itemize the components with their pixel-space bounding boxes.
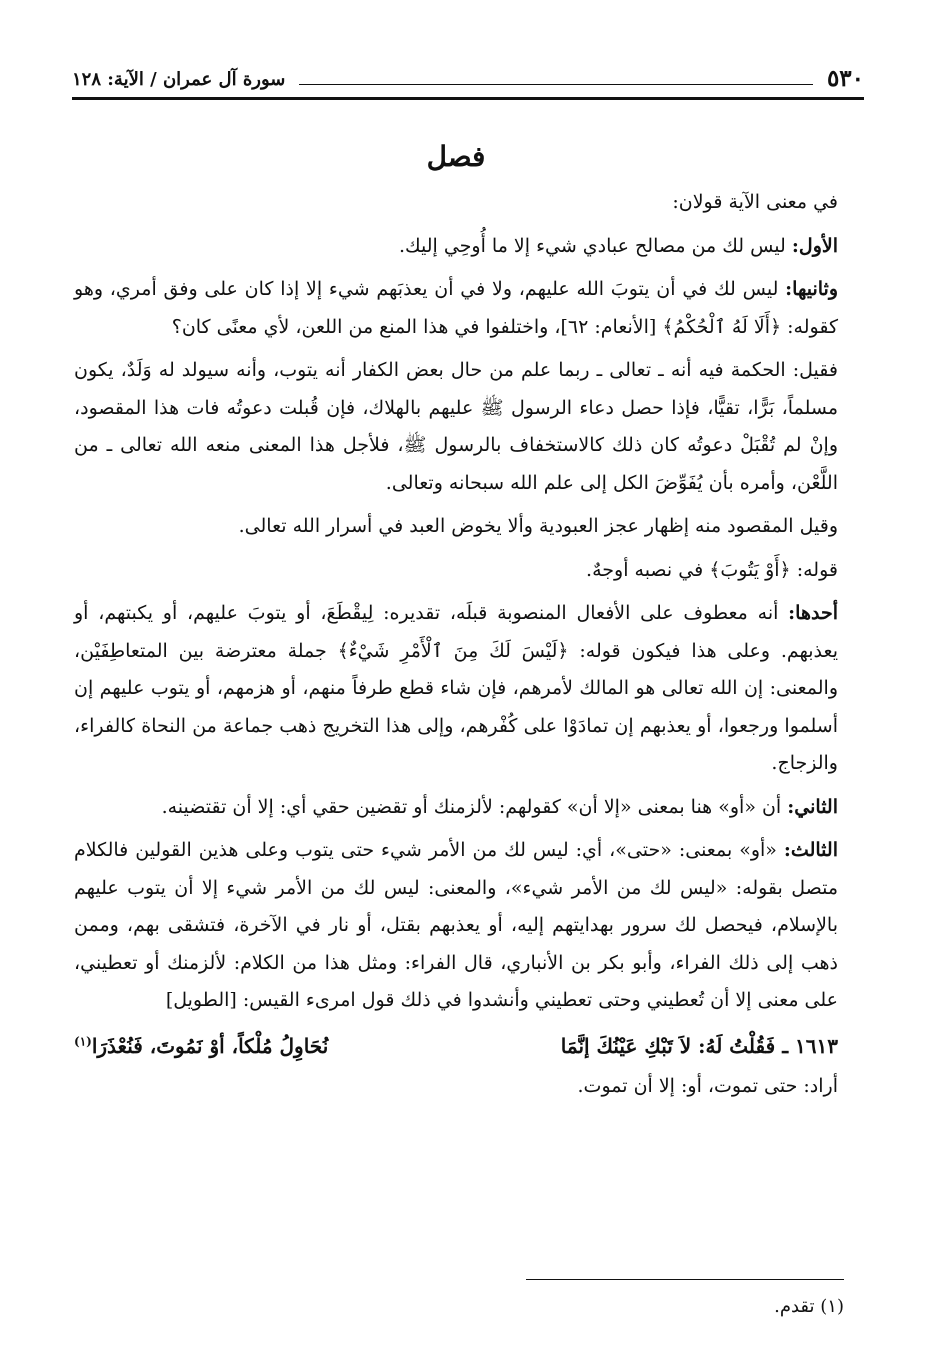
page-number: ٥٣٠ [826, 65, 864, 92]
paragraph-lead: أحدها: [788, 602, 838, 624]
poem-second-hemistich: نُحَاوِلُ مُلْكاً، أوْ نَمُوتَ، فَنُعْذَرَا$^{(١)}$ [74, 1033, 329, 1058]
paragraph-lead: الثالث: [783, 839, 838, 861]
footnote-rule [526, 1279, 844, 1280]
paragraph: أحدها: أنه معطوف على الأفعال المنصوبة قبلَه، تقديره: لِيقْطَعَ، أو يتوبَ عليهم، أو يكبتهم، أو يعذبهم. وعلى هذا فيكون قوله: ﴿لَيْسَ لَكَ مِنَ ٱلْأَمْرِ شَيْءٌ﴾ جملة معترضة بين المتعاطِفَيْن، والمعنى: إن الله تعالى هو المالك لأمرهم، فإن شاء قطع طرفاً منهم، أو هزمهم، أو يتوب عليهم إن أسلموا ورجعوا، أو يعذبهم إن تمادَوْا على كُفْرهم، وإلى هذا التخريج ذهب جماعة من النحاة كالفراء، والزجاج. [74, 602, 838, 774]
poem-first-hemistich: ١٦١٣ ـ فَقُلْتُ لَهُ: لاَ تَبْكِ عَيْنُكَ إنَّمَا [560, 1033, 838, 1058]
poem-verse [74, 1026, 838, 1066]
main-text [74, 132, 838, 1111]
footnote-marker: (١) [74, 1033, 92, 1048]
page-header [72, 62, 864, 92]
paragraph: أراد: حتى تموت، أو: إلا أن تموت. [577, 1074, 838, 1097]
footnote: (١) تقدم. [774, 1296, 844, 1317]
paragraph: الثالث: «أو» بمعنى: «حتى»، أي: ليس لك من الأمر شيء حتى يتوب وعلى هذين القولين فالكلام متصل بقوله: «ليس لك من الأمر شيء»، والمعنى: ليس لك من الأمر شيء إلا أن يتوب عليهم بالإسلام، فيحصل لك سرور بهدايتهم إليه، أو يعذبهم بقتل، أو نار في الآخرة، فتشقى بهم، وممن ذهب إلى ذلك الفراء، وأبو بكر بن الأنباري، قال الفراء: ومثل هذا من الكلام: لألزمنك أو تعطيني، على معنى إلا أن تُعطيني وحتى تعطيني وأنشدوا في ذلك قول امرىء القيس: [الطويل] [74, 839, 838, 1011]
paragraph: قوله: ﴿أَوْ يَتُوبَ﴾ في نصبه أوجهٌ. [586, 558, 838, 581]
paragraph: فقيل: الحكمة فيه أنه ـ تعالى ـ ربما علم من حال بعض الكفار أنه يتوب، وأنه سيولد له وَلَدٌ، يكون مسلماً، بَرًّا، تقيًّا، فإذا حصل دعاء الرسول ﷺ عليهم بالهلاك، فإن قُبلت دعوتُه فات هذا المقصود، وإنْ لم تُقْبَلْ دعوتُه كان ذلك كالاستخفاف بالرسول ﷺ، فلأجل هذا المعنى منعه الله تعالى ـ من اللَّعْن، وأمره بأن يُفَوِّضَ الكل إلى علم الله سبحانه وتعالى. [74, 359, 838, 494]
poem-number: ١٦١٣ ـ [782, 1033, 838, 1058]
paragraph-lead: الثاني: [787, 795, 838, 818]
paragraph-lead: الأول: [791, 234, 838, 257]
header-rule [72, 97, 864, 100]
paragraph: وثانيها: ليس لك في أن يتوبَ الله عليهم، ولا في أن يعذبَهم شيء إلا إذا كان على وفق أمري، وهو كقوله: ﴿أَلَا لَهُ ٱلْحُكْمُ﴾ [الأنعام: ٦٢]، واختلفوا في هذا المنع من اللعن، لأي معنًى كان؟ [74, 278, 838, 338]
running-title: سورة آل عمران / الآية: ١٢٨ [72, 69, 286, 90]
section-title: فصل [426, 140, 486, 173]
paragraph: الأول: ليس لك من مصالح عبادي شيء إلا ما أُوحِي إليك. [398, 234, 838, 257]
paragraph: وقيل المقصود منه إظهار عجز العبودية وألا يخوض العبد في أسرار الله تعالى. [238, 515, 838, 537]
paragraph-lead: وثانيها: [785, 278, 838, 300]
paragraph: الثاني: أن «أو» هنا بمعنى «إلا أن» كقولهم: لألزمنك أو تقضين حقي أي: إلا أن تقتضينه. [161, 795, 838, 818]
header-line [299, 84, 813, 85]
paragraph: في معنى الآية قولان: [672, 191, 838, 213]
